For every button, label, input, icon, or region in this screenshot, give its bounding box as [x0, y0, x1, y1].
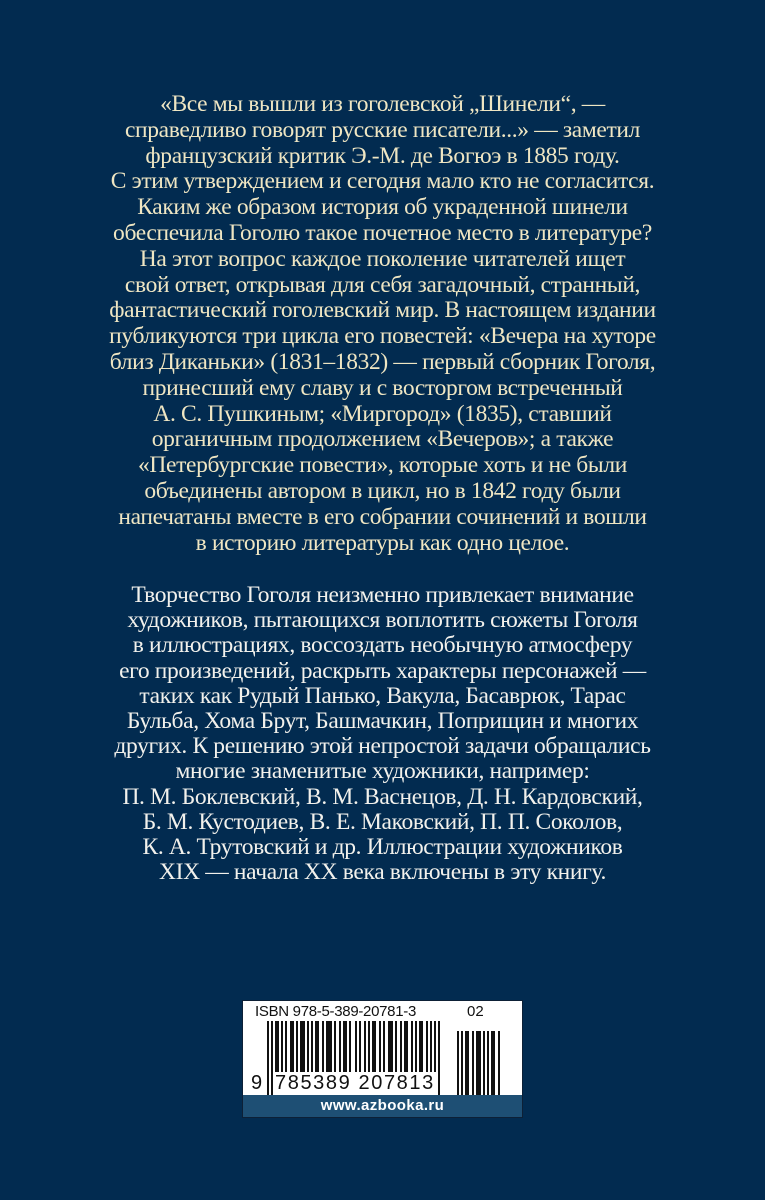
description-paragraph-1	[0, 92, 765, 556]
description-paragraph-2	[0, 583, 765, 885]
text-line: его произведений, раскрыть характеры персонажей —	[119, 657, 646, 684]
text-line: многие знаменитые художники, например:	[175, 758, 590, 785]
isbn-addon: 02	[467, 1003, 484, 1020]
text-line: Б. М. Кустодиев, В. Е. Маковский, П. П. Соколов,	[142, 808, 623, 835]
text-line: Творчество Гоголя неизменно привлекает внимание	[131, 582, 634, 608]
text-line: объединены автором в цикл, но в 1842 году были	[144, 477, 621, 504]
text-line: «Все мы вышли из гоголевской „Шинели“, —	[160, 91, 605, 117]
text-line: художников, пытающихся воплотить сюжеты Гоголя	[127, 607, 638, 634]
text-line: Бульба, Хома Брут, Башмачкин, Поприщин и многих	[126, 707, 639, 734]
isbn-label: ISBN 978-5-389-20781-3	[255, 1003, 417, 1020]
publisher-url: www.azbooka.ru	[243, 1095, 522, 1117]
text-line: обеспечила Гоголю такое почетное место в литературе?	[113, 219, 652, 246]
text-line: таких как Рудый Панько, Вакула, Басаврюк, Тарас	[139, 682, 626, 709]
text-line: К. А. Трутовский и др. Иллюстрации художников	[142, 833, 623, 860]
text-line: Каким же образом история об украденной шинели	[137, 194, 628, 221]
text-line: «Петербургские повести», которые хоть и не были	[138, 452, 627, 479]
text-line: свой ответ, открывая для себя загадочный, странный,	[124, 271, 641, 298]
text-line: принесший ему славу и с восторгом встреченный	[142, 374, 623, 401]
ean-digits: 785389 207813	[275, 1072, 435, 1094]
ean-first-digit: 9	[251, 1072, 263, 1094]
text-line: французский критик Э.-М. де Вогюэ в 1885 году.	[145, 142, 620, 169]
text-line: На этот вопрос каждое поколение читателей ищет	[139, 245, 626, 272]
text-line: публикуются три цикла его повестей: «Вечера на хуторе	[109, 323, 656, 350]
text-line: справедливо говорят русские писатели...» — заметил	[124, 116, 641, 143]
text-line: других. К решению этой непростой задачи обращались	[114, 733, 651, 760]
text-line: напечатаны вместе в его собрании сочинений и вошли	[118, 503, 647, 530]
isbn-barcode	[242, 1000, 523, 1118]
text-line: в иллюстрациях, воссоздать необычную атмосферу	[132, 632, 633, 659]
text-line: в историю литературы как одно целое.	[195, 529, 570, 556]
text-line: С этим утверждением и сегодня мало кто не согласится.	[110, 168, 655, 195]
text-line: фантастический гоголевский мир. В настоящем издании	[109, 297, 656, 324]
text-line: XIX — начала XX века включены в эту книгу.	[159, 859, 606, 886]
text-line: П. М. Боклевский, В. М. Васнецов, Д. Н. Кардовский,	[122, 783, 643, 810]
text-line: близ Диканьки» (1831–1832) — первый сборник Гоголя,	[109, 348, 656, 375]
text-line: органичным продолжением «Вечеров»; а также	[151, 426, 614, 453]
text-line: А. С. Пушкиным; «Миргород» (1835), ставший	[153, 400, 612, 427]
